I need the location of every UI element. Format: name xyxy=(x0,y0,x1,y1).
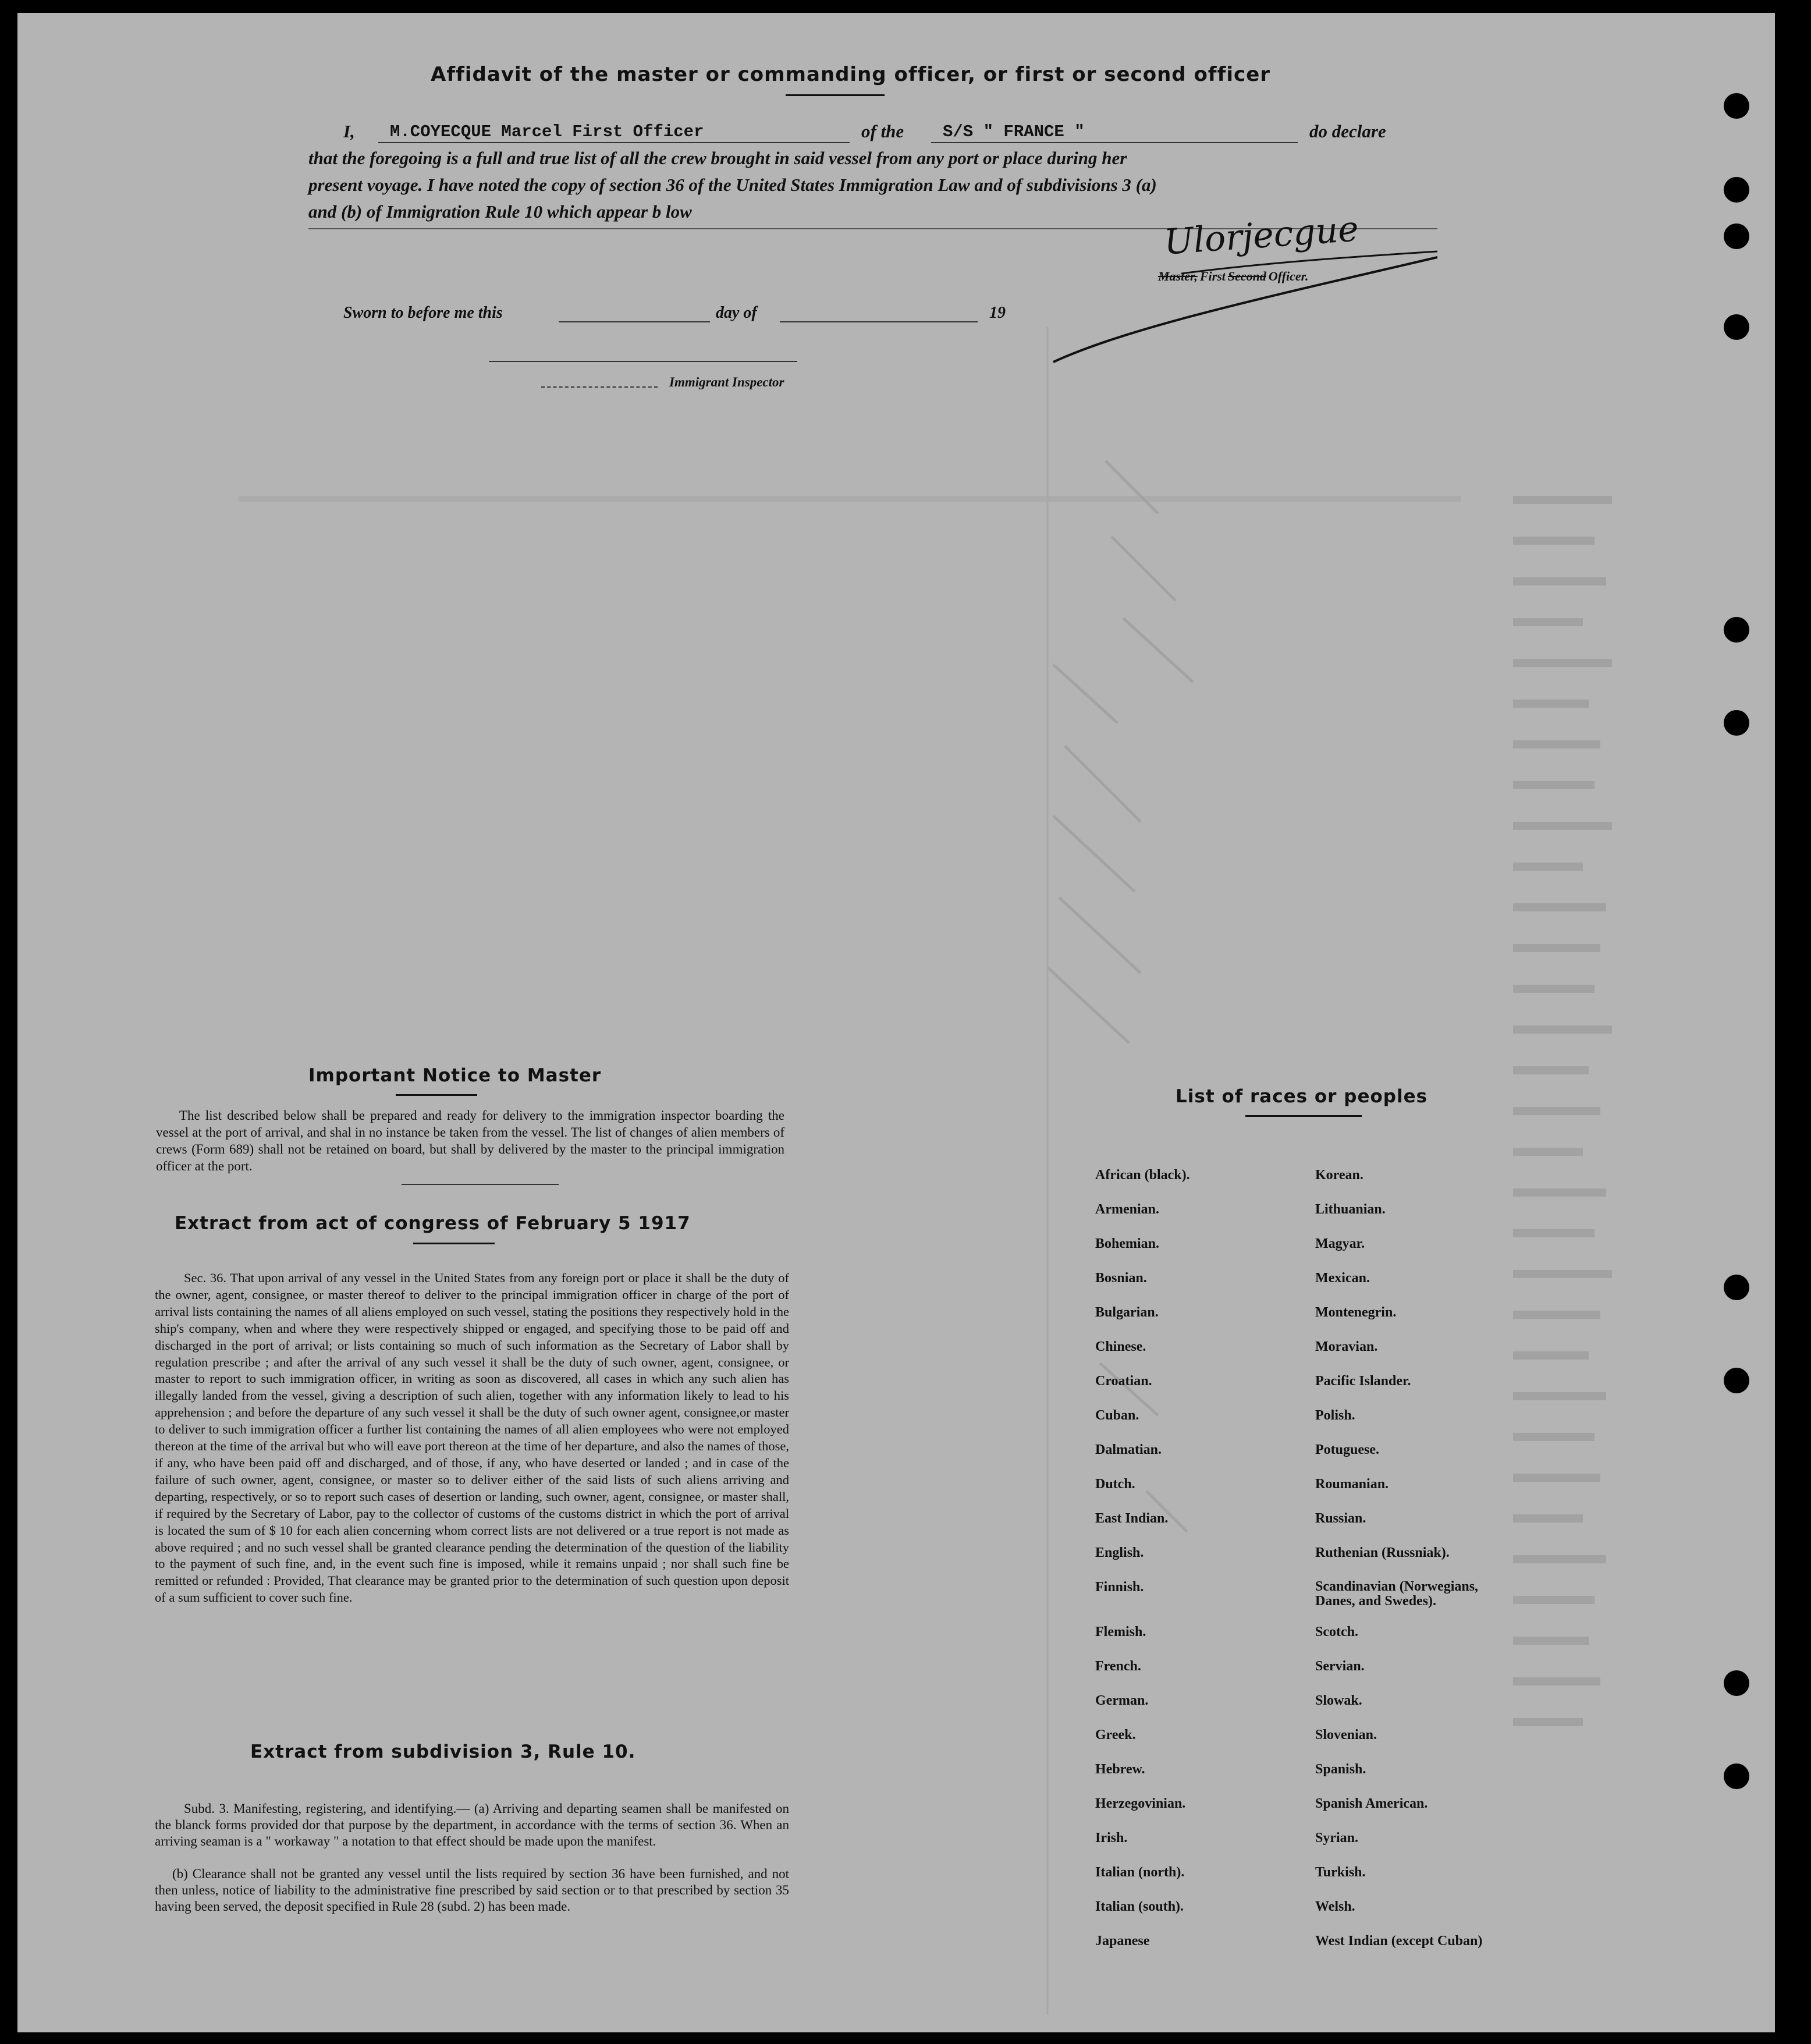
race-item: Japanese xyxy=(1095,1933,1150,1949)
race-item: Italian (south). xyxy=(1095,1899,1184,1914)
notice-title-rule xyxy=(396,1094,477,1096)
inspector-signature-line xyxy=(489,361,797,362)
affidavit-line-4: and (b) of Immigration Rule 10 which appear b low xyxy=(308,201,692,222)
affidavit-line-3: present voyage. I have noted the copy of section 36 of the United States Immigration Law and of subdivisions 3 (a) xyxy=(308,175,1157,195)
signature: Ulorjecgue xyxy=(1162,208,1360,263)
race-item: Dutch. xyxy=(1095,1477,1135,1492)
race-item: Korean. xyxy=(1315,1168,1363,1183)
sworn-year: 19 xyxy=(989,304,1006,322)
race-item: Mexican. xyxy=(1315,1271,1370,1286)
binder-hole xyxy=(1724,617,1749,643)
binder-hole xyxy=(1724,314,1749,340)
race-item: Greek. xyxy=(1095,1727,1136,1743)
race-item: German. xyxy=(1095,1693,1149,1708)
sworn-date-line xyxy=(559,321,710,322)
rule-text-a: Subd. 3. Manifesting, registering, and identifying.— (a) Arriving and departing seamen shall be manifested on the blanck forms provided dor that purpose by the department, in accordance with the terms of section 36. When an arriving seaman is a " workaway " a notation to that effect should be made upon the manifest. xyxy=(155,1801,789,1848)
binder-hole xyxy=(1724,1670,1749,1696)
sig-caption-master: Master, xyxy=(1158,269,1198,283)
race-item: French. xyxy=(1095,1659,1141,1674)
signature-caption xyxy=(1158,269,1309,284)
affidavit-line-2: that the foregoing is a full and true list of all the crew brought in said vessel from any port or place during her xyxy=(308,148,1127,168)
race-item: Scandinavian (Norwegians, Danes, and Swedes). xyxy=(1315,1579,1479,1609)
notice-divider xyxy=(402,1184,559,1185)
race-item: Potuguese. xyxy=(1315,1442,1379,1457)
race-item: Irish. xyxy=(1095,1830,1128,1846)
race-item: Dalmatian. xyxy=(1095,1442,1162,1457)
sworn-prefix: Sworn to before me this xyxy=(343,304,503,322)
signature-flourish xyxy=(1042,234,1449,368)
race-item: Lithuanian. xyxy=(1315,1202,1386,1217)
race-item: Armenian. xyxy=(1095,1202,1159,1217)
race-item: Moravian. xyxy=(1315,1339,1378,1354)
race-item: Syrian. xyxy=(1315,1830,1359,1846)
binder-hole xyxy=(1724,1368,1749,1393)
race-item: Italian (north). xyxy=(1095,1865,1185,1880)
vessel-name-line xyxy=(931,142,1298,143)
binder-hole xyxy=(1724,710,1749,736)
race-item: Spanish American. xyxy=(1315,1796,1428,1811)
race-item: Montenegrin. xyxy=(1315,1305,1397,1320)
race-item: Servian. xyxy=(1315,1659,1365,1674)
races-title-rule xyxy=(1245,1115,1362,1117)
race-item: Croatian. xyxy=(1095,1374,1152,1389)
binder-hole xyxy=(1724,1763,1749,1789)
notice-title: Important Notice to Master xyxy=(308,1065,602,1086)
affidavit-title: Affidavit of the master or commanding officer, or first or second officer xyxy=(431,63,1271,86)
sig-caption-second: Second xyxy=(1227,269,1266,283)
race-item: Spanish. xyxy=(1315,1762,1366,1777)
race-item: Cuban. xyxy=(1095,1408,1139,1423)
race-item: East Indian. xyxy=(1095,1511,1169,1526)
races-title: List of races or peoples xyxy=(1176,1086,1428,1107)
affidavit-title-rule xyxy=(786,94,885,96)
race-item: Pacific Islander. xyxy=(1315,1374,1411,1389)
bleed-through-marks xyxy=(17,13,1775,2032)
race-item: English. xyxy=(1095,1545,1144,1560)
inspector-short-line xyxy=(541,386,658,388)
race-item: Herzegovinian. xyxy=(1095,1796,1186,1811)
race-item: Ruthenian (Russniak). xyxy=(1315,1545,1450,1560)
race-item: Russian. xyxy=(1315,1511,1366,1526)
affidavit-of-the: of the xyxy=(861,121,904,141)
rule-text-b: (b) Clearance shall not be granted any vessel until the lists required by section 36 have been furnished, and not then unless, notice of liability to the administrative fine prescribed by said section or to that prescribed by section 35 having been served, the deposit specified in Rule 28 (subd. 2) has been made. xyxy=(155,1866,789,1914)
sig-caption-officer: Officer. xyxy=(1268,269,1309,283)
race-item: Magyar. xyxy=(1315,1236,1365,1251)
sworn-month-line xyxy=(780,321,978,322)
race-item: Bulgarian. xyxy=(1095,1305,1159,1320)
binder-hole xyxy=(1724,177,1749,203)
notice-text: The list described below shall be prepared and ready for delivery to the immigration inspector boarding the vessel at the port of arrival, and shal in no instance be taken from the vessel. The list of changes of alien members of crews (Form 689) shall not be retained on board, but shall by delivered by the master to the principal immigration officer at the port. xyxy=(156,1108,784,1173)
binder-hole xyxy=(1724,1275,1749,1300)
race-item: Flemish. xyxy=(1095,1624,1146,1640)
race-item: Welsh. xyxy=(1315,1899,1355,1914)
race-item: Bohemian. xyxy=(1095,1236,1160,1251)
affidavit-declare: do declare xyxy=(1309,121,1386,141)
race-item: West Indian (except Cuban) xyxy=(1315,1933,1483,1949)
race-item: Polish. xyxy=(1315,1408,1355,1423)
vessel-name: S/S " FRANCE " xyxy=(943,122,1085,141)
race-item: Turkish. xyxy=(1315,1865,1366,1880)
act-title: Extract from act of congress of February 5 1917 xyxy=(175,1213,691,1234)
binder-hole xyxy=(1724,223,1749,249)
document-page xyxy=(17,13,1775,2032)
sig-caption-first: First xyxy=(1199,269,1226,283)
act-title-rule xyxy=(413,1243,495,1244)
sworn-day-of: day of xyxy=(716,304,757,322)
race-item: Finnish. xyxy=(1095,1580,1144,1595)
race-item: Slowak. xyxy=(1315,1693,1362,1708)
officer-name-line xyxy=(378,142,850,143)
race-item: Slovenian. xyxy=(1315,1727,1377,1743)
race-item: Roumanian. xyxy=(1315,1477,1389,1492)
race-item: African (black). xyxy=(1095,1168,1190,1183)
officer-name: M.COYECQUE Marcel First Officer xyxy=(390,122,704,141)
race-item: Chinese. xyxy=(1095,1339,1146,1354)
affidavit-i: I, xyxy=(343,121,355,141)
race-item: Scotch. xyxy=(1315,1624,1358,1640)
binder-hole xyxy=(1724,93,1749,119)
race-item: Bosnian. xyxy=(1095,1271,1147,1286)
race-item: Hebrew. xyxy=(1095,1762,1145,1777)
rule-title: Extract from subdivision 3, Rule 10. xyxy=(250,1741,636,1762)
act-text: Sec. 36. That upon arrival of any vessel in the United States from any foreign port or place it shall be the duty of the owner, agent, consignee, or master thereof to deliver to the principal immigration officer in charge of the port of arrival lists containing the names of all aliens employed on such vessel, stating the positions they respectively hold in the ship's company, when and where they were respectively shipped or engaged, and specifying those to be paid off and discharged in the port of arrival; or lists containing so much of such information as the Secretary of Labor shall by regulation prescribe ; and after the arrival of any such vessel it shall be the duty of such owner, agent, consignee, or master to report to such immigration officer, in writing as soon as discovered, all cases in which any such alien has illegally landed from the vessel, giving a description of such alien, together with any information likely to lead to his apprehension ; and before the departure of any such vessel it shall be the duty of such owner agent, consignee,or master to deliver to such immigration officer a further list containing the names of all alien employees who were not employed thereon at the time of the arrival but who will eave port thereon at the time of her departure, and also the names of those, if any, who have been paid off and discharged, and of those, if any, who have deserted or landed ; and in case of the failure of such owner, agent, consignee, or master so to deliver either of the said lists of such aliens arriving and departing, respectively, or so to report such cases of desertion or landing, such owner, agent, consignee, or master shall, if required by the Secretary of Labor, pay to the collector of customs of the customs district in which the port of arrival is located the sum of $ 10 for each alien concerning whom correct lists are not delivered or a true report is not made as above required ; and no such vessel shall be granted clearance pending the determination of the question of the liability to the payment of such fine, and, in the event such fine is imposed, while it remains unpaid ; nor shall such fine be remitted or refunded : Provided, That clearance may be granted prior to the determination of such question upon deposit of a sum sufficient to cover such fine. xyxy=(155,1271,789,1605)
inspector-label: Immigrant Inspector xyxy=(669,375,784,389)
